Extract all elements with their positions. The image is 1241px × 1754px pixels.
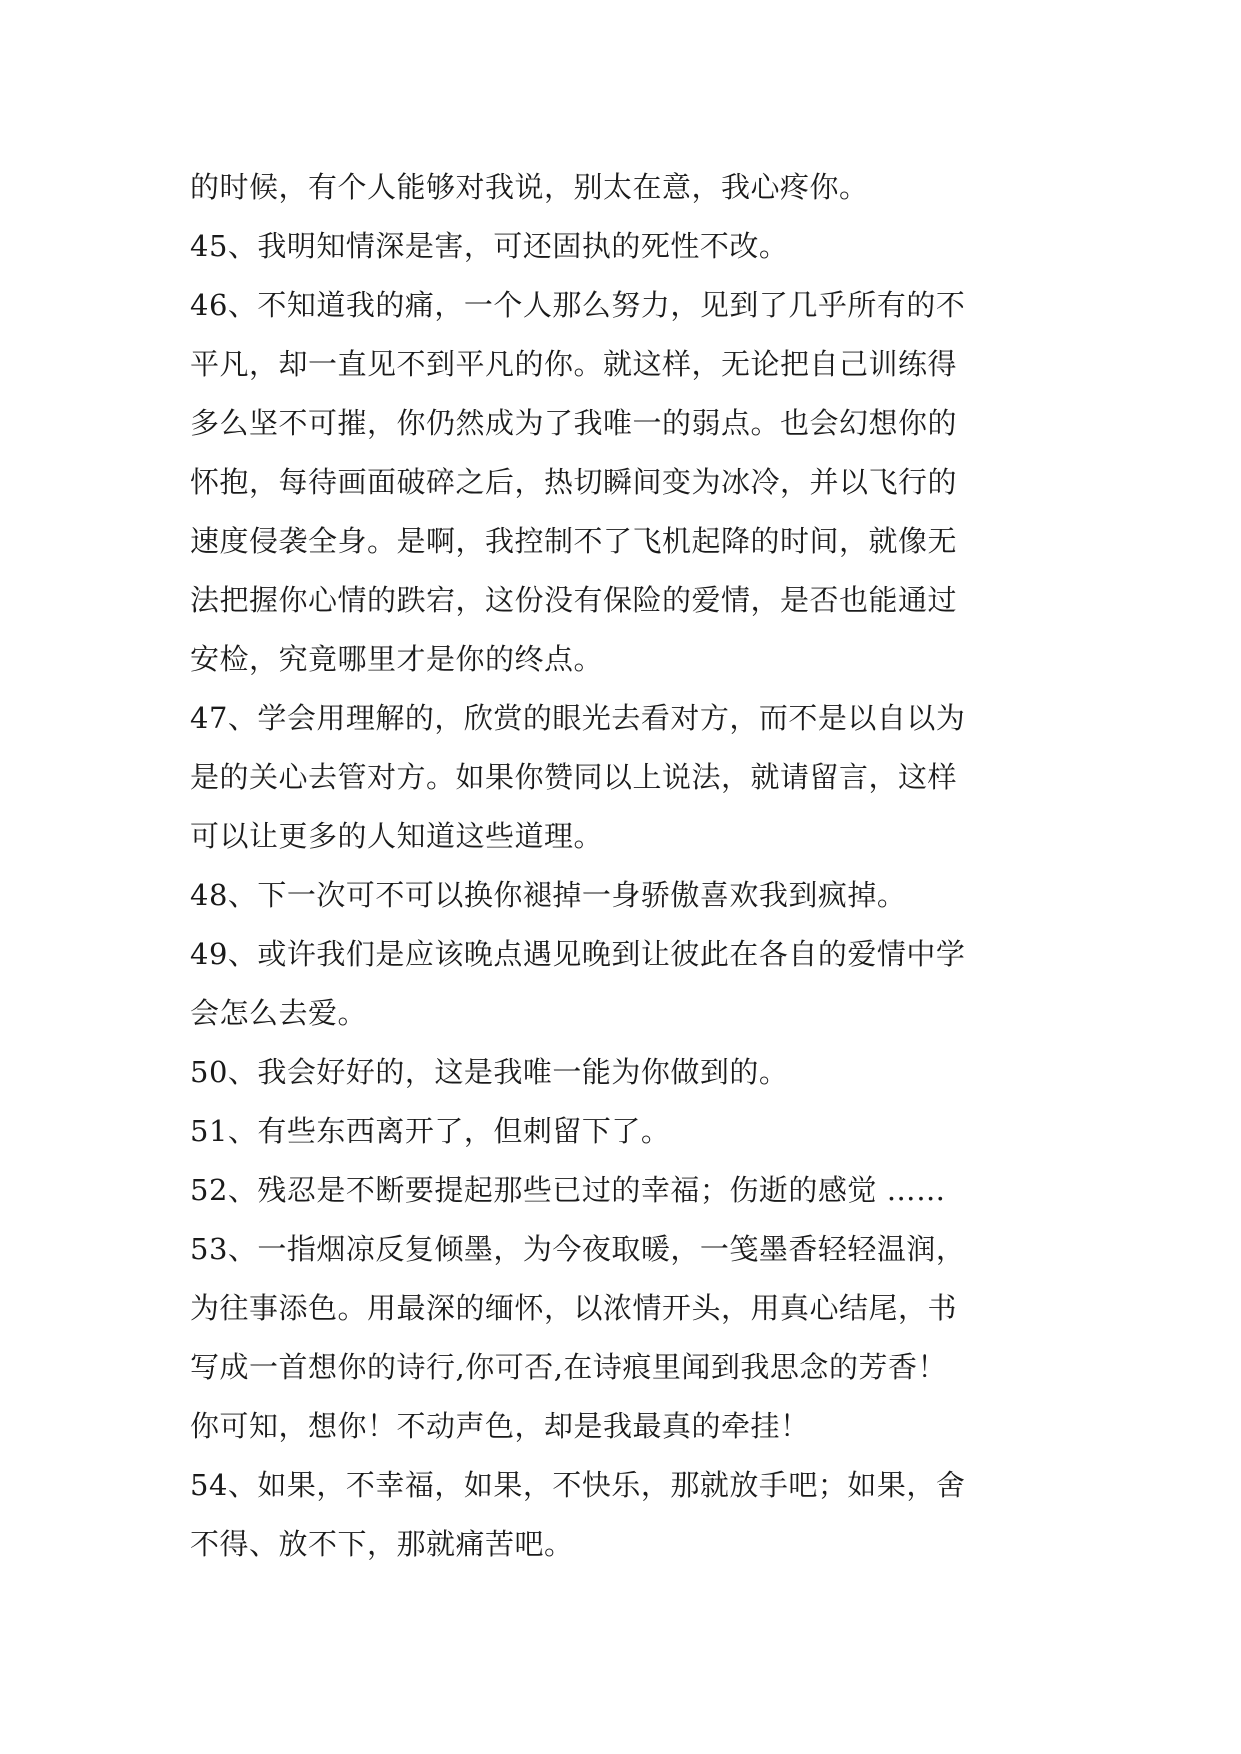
text-line: 安检，究竟哪里才是你的终点。 <box>190 642 604 676</box>
text-line: 你可知，想你！不动声色，却是我最真的牵挂！ <box>190 1409 810 1443</box>
text-line: 不得、放不下，那就痛苦吧。 <box>190 1527 574 1561</box>
text-line: 为往事添色。用最深的缅怀，以浓情开头，用真心结尾，书 <box>190 1291 958 1325</box>
text-line: 的时候，有个人能够对我说，别太在意，我心疼你。 <box>190 170 869 204</box>
document-body <box>190 158 1070 1574</box>
text-line: 会怎么去爱。 <box>190 996 368 1030</box>
text-line: 是的关心去管对方。如果你赞同以上说法，就请留言，这样 <box>190 760 958 794</box>
text-line: 48、下一次可不可以换你褪掉一身骄傲喜欢我到疯掉。 <box>190 878 907 912</box>
text-line: 49、或许我们是应该晚点遇见晚到让彼此在各自的爱情中学 <box>190 937 966 971</box>
text-line: 53、一指烟凉反复倾墨，为今夜取暖，一笺墨香轻轻温润， <box>190 1232 966 1266</box>
text-line: 45、我明知情深是害，可还固执的死性不改。 <box>190 229 789 263</box>
text-line: 52、残忍是不断要提起那些已过的幸福；伤逝的感觉 …… <box>190 1173 946 1207</box>
text-line: 法把握你心情的跌宕，这份没有保险的爱情，是否也能通过 <box>190 583 958 617</box>
text-line: 50、我会好好的，这是我唯一能为你做到的。 <box>190 1055 789 1089</box>
text-line: 54、如果，不幸福，如果，不快乐，那就放手吧；如果，舍 <box>190 1468 966 1502</box>
text-line: 写成一首想你的诗行,你可否,在诗痕里闻到我思念的芳香！ <box>190 1350 947 1384</box>
text-line: 速度侵袭全身。是啊，我控制不了飞机起降的时间，就像无 <box>190 524 958 558</box>
text-line: 怀抱，每待画面破碎之后，热切瞬间变为冰冷，并以飞行的 <box>190 465 958 499</box>
text-line: 可以让更多的人知道这些道理。 <box>190 819 604 853</box>
text-line: 多么坚不可摧，你仍然成为了我唯一的弱点。也会幻想你的 <box>190 406 958 440</box>
text-line: 46、不知道我的痛，一个人那么努力，见到了几乎所有的不 <box>190 288 966 322</box>
text-line: 47、学会用理解的，欣赏的眼光去看对方，而不是以自以为 <box>190 701 966 735</box>
text-line: 平凡，却一直见不到平凡的你。就这样，无论把自己训练得 <box>190 347 958 381</box>
text-line: 51、有些东西离开了，但刺留下了。 <box>190 1114 671 1148</box>
